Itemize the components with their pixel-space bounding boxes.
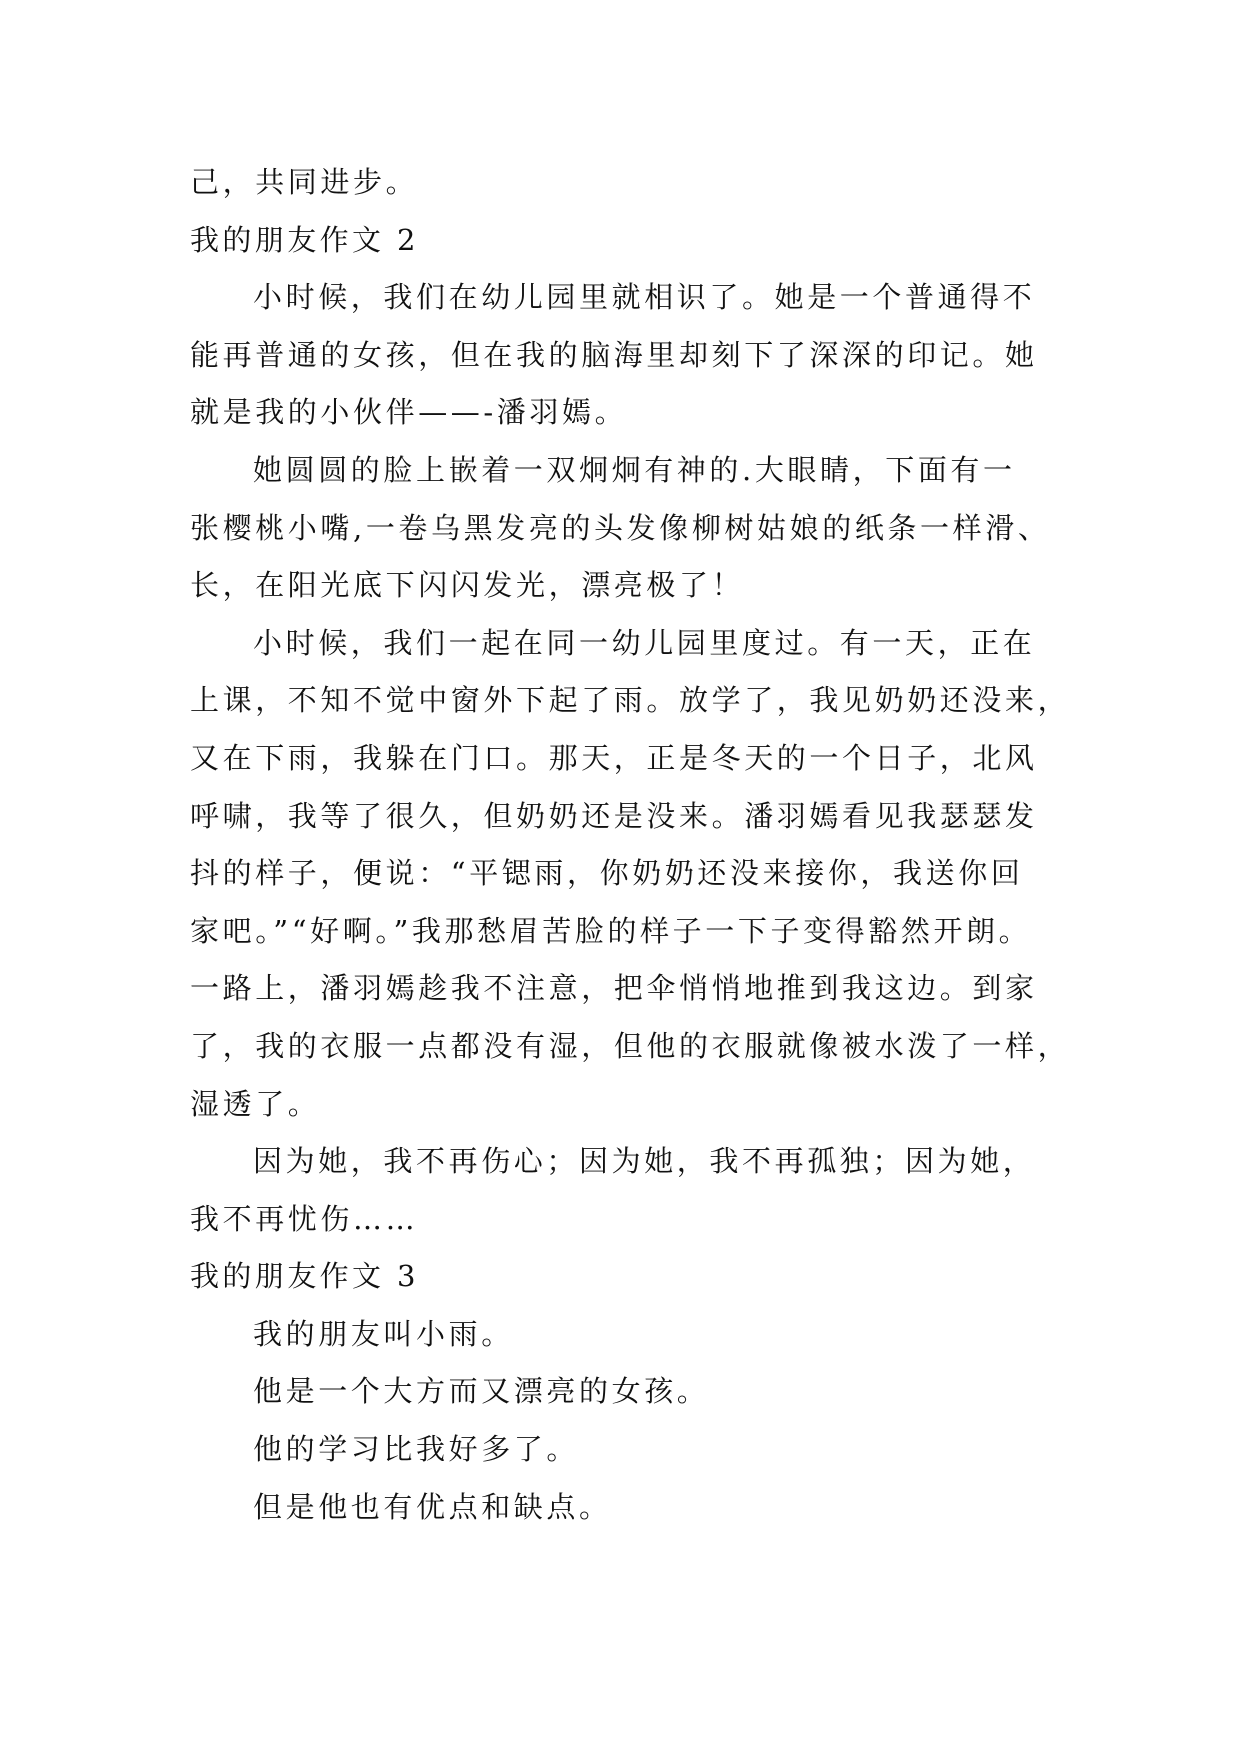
- text-line: 小时候，我们在幼儿园里就相识了。她是一个普通得不: [253, 280, 1036, 315]
- text-line: 就是我的小伙伴——-潘羽嫣。: [190, 395, 628, 430]
- text-line: 抖的样子，便说：“平锶雨，你奶奶还没来接你，我送你回: [190, 856, 1024, 891]
- section-heading: 我的朋友作文 2: [190, 222, 419, 257]
- text-line: 她圆圆的脸上嵌着一双炯炯有神的.大眼睛，下面有一: [253, 452, 1016, 487]
- text-line: 湿透了。: [190, 1086, 321, 1121]
- text-line: 了，我的衣服一点都没有湿，但他的衣服就像被水泼了一样，: [190, 1028, 1071, 1063]
- text-line: 一路上，潘羽嫣趁我不注意，把伞悄悄地推到我这边。到家: [190, 971, 1038, 1006]
- text-line: 张樱桃小嘴,一卷乌黑发亮的头发像柳树姑娘的纸条一样滑、: [190, 510, 1051, 545]
- text-line: 呼啸，我等了很久，但奶奶还是没来。潘羽嫣看见我瑟瑟发: [190, 798, 1038, 833]
- text-line: 己，共同进步。: [190, 165, 419, 199]
- text-line: 上课，不知不觉中窗外下起了雨。放学了，我见奶奶还没来，: [190, 683, 1071, 718]
- text-line: 能再普通的女孩，但在我的脑海里却刻下了深深的印记。她: [190, 337, 1038, 372]
- text-line: 因为她，我不再伤心；因为她，我不再孤独；因为她，: [253, 1144, 1036, 1179]
- text-line: 他是一个大方而又漂亮的女孩。: [253, 1374, 710, 1409]
- text-line: 我的朋友叫小雨。: [253, 1316, 514, 1351]
- text-line: 他的学习比我好多了。: [253, 1432, 580, 1467]
- text-line: 长，在阳光底下闪闪发光，漂亮极了！: [190, 568, 745, 603]
- section-heading: 我的朋友作文 3: [190, 1259, 419, 1294]
- text-line: 但是他也有优点和缺点。: [253, 1489, 612, 1524]
- text-line: 小时候，我们一起在同一幼儿园里度过。有一天，正在: [253, 625, 1036, 660]
- document-body: [190, 154, 1070, 1536]
- text-line: 家吧。”“好啊。”我那愁眉苦脸的样子一下子变得豁然开朗。: [190, 913, 1032, 948]
- text-line: 又在下雨，我躲在门口。那天，正是冬天的一个日子，北风: [190, 740, 1038, 775]
- text-line: 我不再忧伤……: [190, 1201, 419, 1236]
